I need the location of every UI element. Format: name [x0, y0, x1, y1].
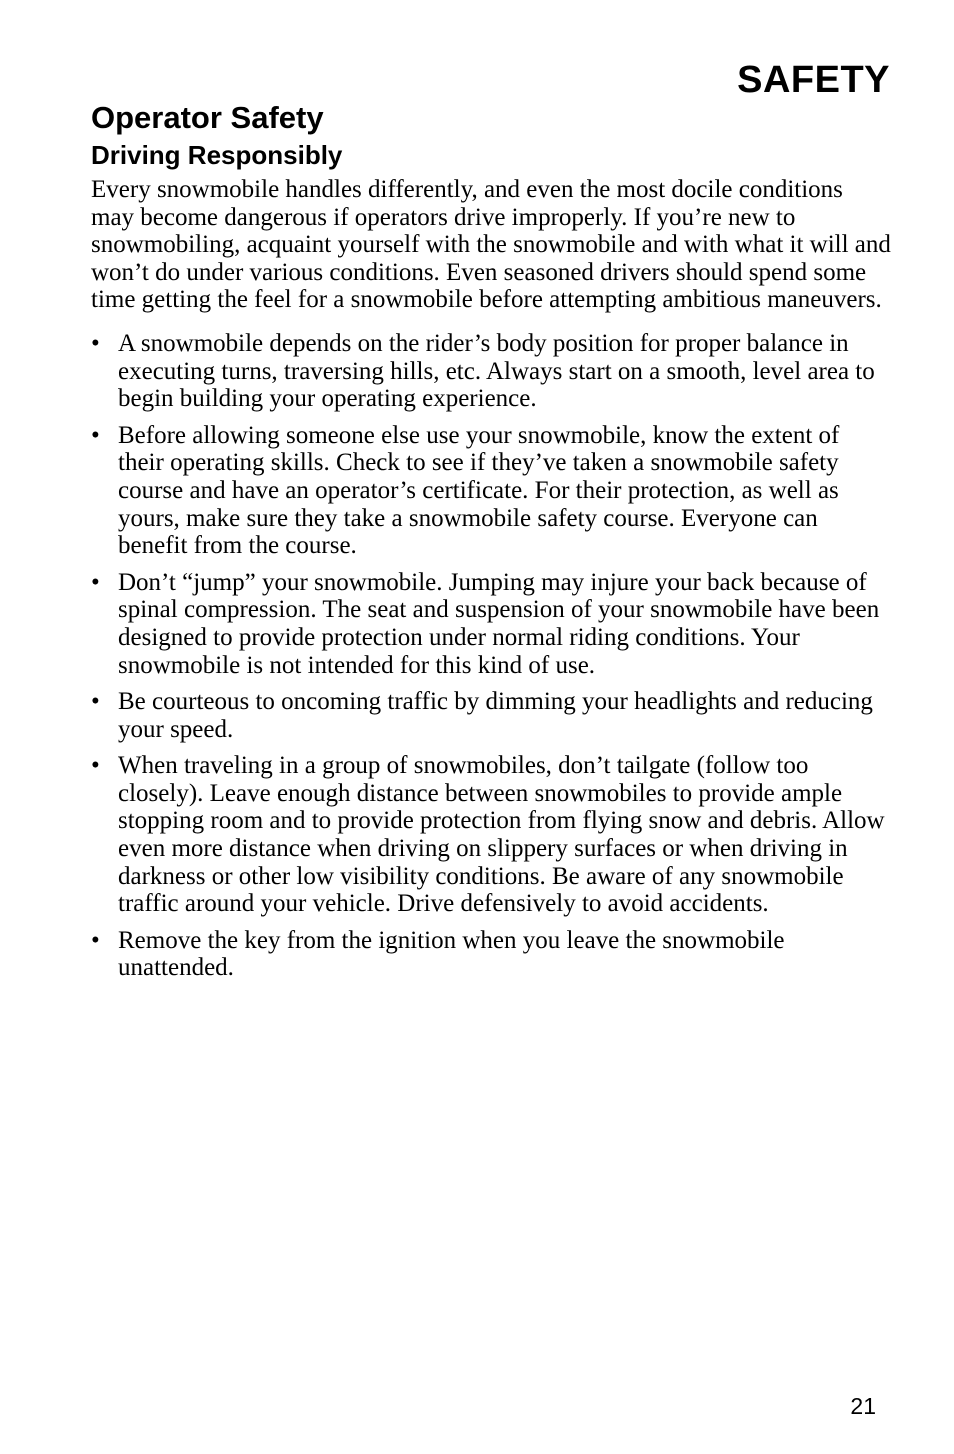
bullet-item: [91, 752, 891, 918]
page-content: [91, 98, 891, 991]
bullet-text: A snowmobile depends on the rider’s body position for proper balance in executing turns, traversing hills, etc. Always start on a smooth, level area to begin building your operating experience.: [118, 329, 875, 413]
bullet-text: Be courteous to oncoming traffic by dimming your headlights and reducing your speed.: [118, 688, 873, 743]
bullet-text: Remove the key from the ignition when you leave the snowmobile unattended.: [118, 926, 785, 982]
section-title: Operator Safety: [91, 100, 324, 135]
intro-paragraph: Every snowmobile handles differently, and even the most docile conditions may become dangerous if operators drive improperly. If you’re new to snowmobiling, acquaint yourself with the snowmobile and with what it will and won’t do under various conditions. Even seasoned drivers should spend some time getting the feel for a snowmobile before attempting ambitious maneuvers.: [91, 176, 891, 314]
safety-bullet-list: [91, 330, 891, 982]
bullet-icon: •: [91, 421, 100, 449]
bullet-item: [91, 569, 891, 679]
bullet-item: [91, 688, 891, 743]
bullet-icon: •: [91, 926, 100, 954]
bullet-icon: •: [91, 688, 100, 716]
bullet-item: [91, 330, 891, 413]
bullet-item: [91, 422, 891, 560]
subsection-title: Driving Responsibly: [91, 140, 343, 170]
bullet-icon: •: [91, 752, 100, 780]
bullet-text: When traveling in a group of snowmobiles, don’t tailgate (follow too closely). Leave enough distance between snowmobiles to provide ample stopping room and to provide protection from flying snow and debris. Allow even more distance when driving on slippery surfaces or when driving in darkness or other low visibility conditions. Be aware of any snowmobile traffic around your vehicle. Drive defensively to avoid accidents.: [118, 752, 885, 918]
page-number: 21: [850, 1393, 876, 1419]
bullet-item: [91, 927, 891, 982]
bullet-icon: •: [91, 329, 100, 357]
bullet-text: Don’t “jump” your snowmobile. Jumping may injure your back because of spinal compression. The seat and suspension of your snowmobile have been designed to provide protection under normal riding conditions. Your snowmobile is not intended for this kind of use.: [118, 568, 880, 679]
bullet-icon: •: [91, 568, 100, 596]
bullet-text: Before allowing someone else use your snowmobile, know the extent of their operating skills. Check to see if they’ve taken a snowmobile safety course and have an operator’s certificate. For their protection, as well as yours, make sure they take a snowmobile safety course. Everyone can benefit from the course.: [118, 421, 840, 560]
chapter-header: SAFETY: [737, 59, 890, 101]
